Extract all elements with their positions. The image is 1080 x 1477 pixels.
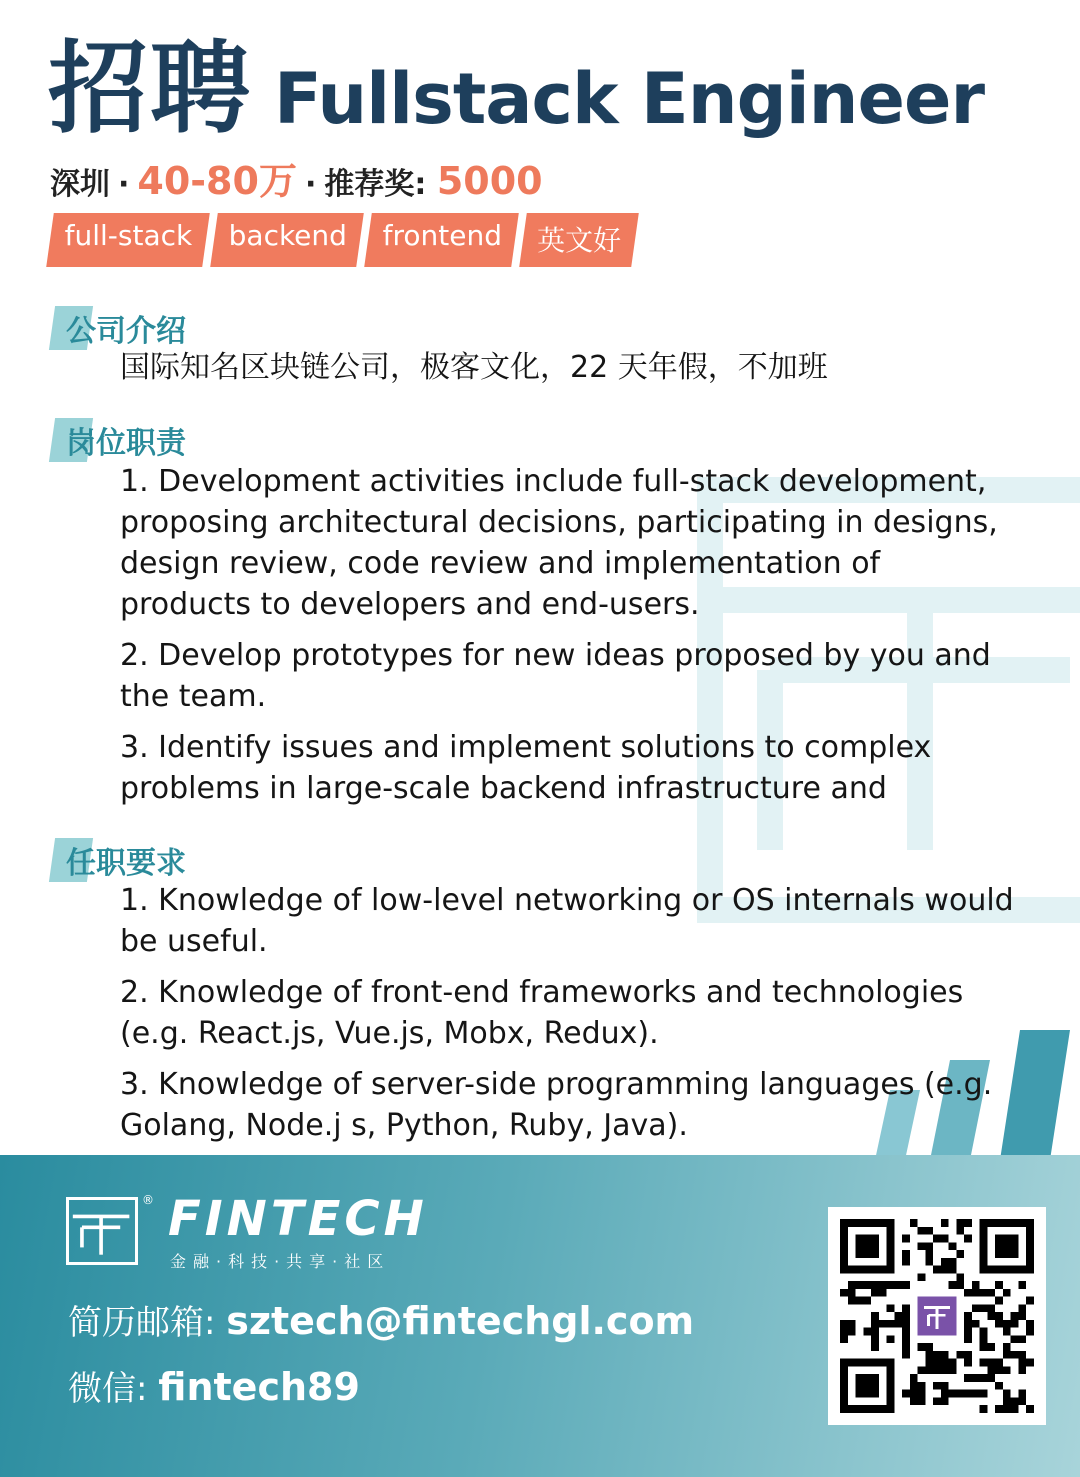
- tag: 英文好: [519, 213, 639, 267]
- separator: ·: [118, 167, 130, 202]
- list-item: 3. Knowledge of server-side programming languages (e.g. Golang, Node.j s, Python, Ruby, Java).: [120, 1067, 993, 1143]
- logo-slogan: 金融·科技·共享·社区: [170, 1252, 391, 1271]
- tag: frontend: [364, 213, 519, 267]
- tag-list: [50, 213, 635, 267]
- list-item: 2. Knowledge of front-end frameworks and technologies (e.g. React.js, Vue.js, Mobx, Redux).: [120, 975, 964, 1051]
- job-meta: [50, 150, 543, 205]
- email-address: sztech@fintechgl.com: [226, 1299, 695, 1343]
- logo-wordmark: FINTECH: [168, 1191, 428, 1247]
- list-item: 1. Knowledge of low-level networking or OS internals would be useful.: [120, 883, 1014, 959]
- qr-code-icon: [828, 1207, 1046, 1425]
- page-title: [48, 8, 984, 152]
- wechat-label: 微信:: [68, 1369, 148, 1409]
- list-item: 3. Identify issues and implement solutions to complex problems in large-scale backend infrastructure and: [120, 730, 932, 806]
- location: 深圳: [50, 167, 110, 202]
- duties-list: [120, 461, 1020, 819]
- tag: full-stack: [46, 213, 209, 267]
- fintech-logo-icon: [66, 1197, 138, 1265]
- list-item: 1. Development activities include full-stack development, proposing architectural decisions, participating in designs, design review, code review and implementation of products to developers and end-users.: [120, 464, 998, 622]
- bonus-value: 5000: [436, 159, 543, 203]
- registered-mark: ®: [142, 1193, 154, 1207]
- email-line: [68, 1295, 694, 1344]
- wechat-id: fintech89: [158, 1365, 360, 1409]
- footer: [0, 1155, 1080, 1477]
- list-item: 2. Develop prototypes for new ideas proposed by you and the team.: [120, 638, 991, 714]
- salary: 40-80万: [137, 159, 297, 203]
- email-label: 简历邮箱:: [68, 1303, 216, 1343]
- tag: backend: [210, 213, 364, 267]
- separator: ·: [304, 167, 317, 202]
- title-cn: 招聘: [48, 30, 252, 147]
- company-intro: 国际知名区块链公司，极客文化，22 天年假，不加班: [120, 350, 828, 385]
- wechat-line: [68, 1361, 360, 1410]
- job-poster: 招聘 Fullstack Engineer 深圳 · 40-80万 · 推荐奖: 5000 full-stack backend frontend 英文好 公司介绍 国际知名区块链公司，极客文化，22 天年假，不加班 岗位职责 1. Development activities include full-stack development, proposing architectural decisions, participating in designs, design review, code review and implementation of products to developers and end-users. 2. Develop prototypes for new ideas proposed by you and the team. 3. Identify issues and implement solutions to complex problems in large-scale backend infrastructure and 任职要求 1. Knowledge of low-level networking or OS internals would be useful. 2. Knowledge of front-end frameworks and technologies (e.g. React.js, Vue.js, Mobx, Redux). 3. Knowledge of server-side programming languages (e.g. Golang, Node.j s, Python, Ruby, Java). ® FINTECH 金融·科技·共享·社区 简历邮箱: sztech@fintechgl.com 微信: fintech89: [0, 0, 1080, 1477]
- requirements-list: [120, 880, 1020, 1156]
- bonus-label: 推荐奖:: [324, 167, 427, 202]
- title-en: Fullstack Engineer: [274, 58, 984, 140]
